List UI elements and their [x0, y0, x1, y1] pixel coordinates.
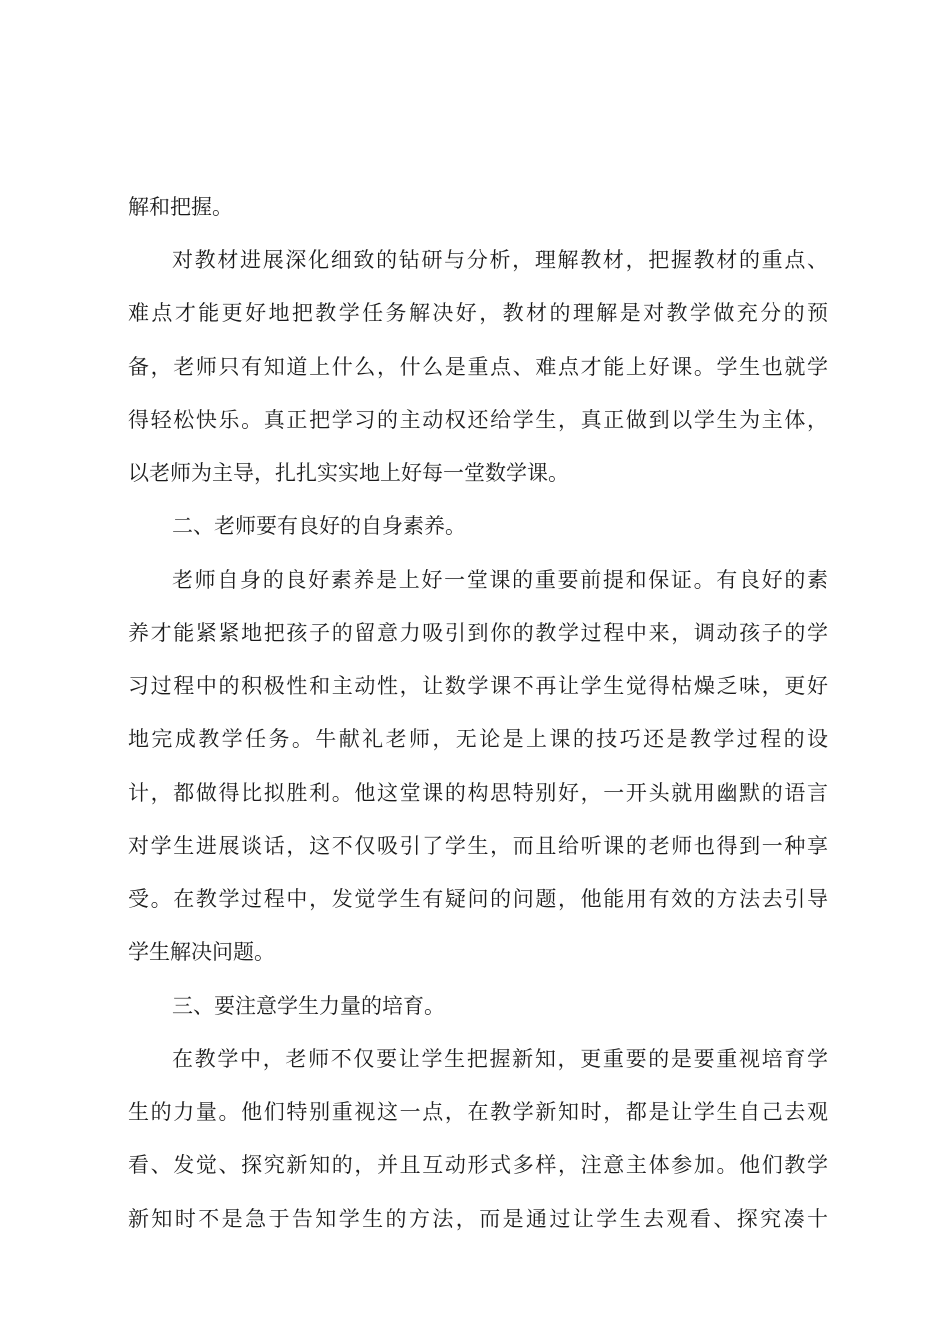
text-line: 生的力量。他们特别重视这一点，在教学新知时，都是让学生自己去观: [128, 1100, 828, 1124]
text-line: 对学生进展谈话，这不仅吸引了学生，而且给听课的老师也得到一种享: [128, 834, 828, 858]
text-line: 习过程中的积极性和主动性，让数学课不再让学生觉得枯燥乏味，更好: [128, 674, 828, 698]
text-line: 受。在教学过程中，发觉学生有疑问的问题，他能用有效的方法去引导: [128, 887, 828, 911]
text-line: 地完成教学任务。牛献礼老师，无论是上课的技巧还是教学过程的设: [128, 727, 828, 751]
text-line: 备，老师只有知道上什么，什么是重点、难点才能上好课。学生也就学: [128, 355, 828, 379]
text-line: 得轻松快乐。真正把学习的主动权还给学生，真正做到以学生为主体，: [128, 408, 828, 432]
text-line: 以老师为主导，扎扎实实地上好每一堂数学课。: [128, 461, 569, 485]
text-line: 养才能紧紧地把孩子的留意力吸引到你的教学过程中来，调动孩子的学: [128, 621, 828, 645]
text-line: 难点才能更好地把教学任务解决好，教材的理解是对教学做充分的预: [128, 301, 828, 325]
text-line: 老师自身的良好素养是上好一堂课的重要前提和保证。有良好的素: [172, 568, 828, 592]
text-line: 在教学中，老师不仅要让学生把握新知，更重要的是要重视培育学: [172, 1047, 828, 1071]
text-line: 学生解决问题。: [128, 940, 275, 964]
text-line: 新知时不是急于告知学生的方法，而是通过让学生去观看、探究凑十: [128, 1207, 828, 1231]
section-heading: 二、老师要有良好的自身素养。: [172, 514, 466, 538]
section-heading: 三、要注意学生力量的培育。: [172, 994, 445, 1018]
text-line: 对教材进展深化细致的钻研与分析，理解教材，把握教材的重点、: [172, 248, 828, 272]
text-line: 看、发觉、探究新知的，并且互动形式多样，注意主体参加。他们教学: [128, 1153, 828, 1177]
text-line: 计，都做得比拟胜利。他这堂课的构思特别好，一开头就用幽默的语言: [128, 781, 828, 805]
text-line: 解和把握。: [128, 195, 233, 219]
